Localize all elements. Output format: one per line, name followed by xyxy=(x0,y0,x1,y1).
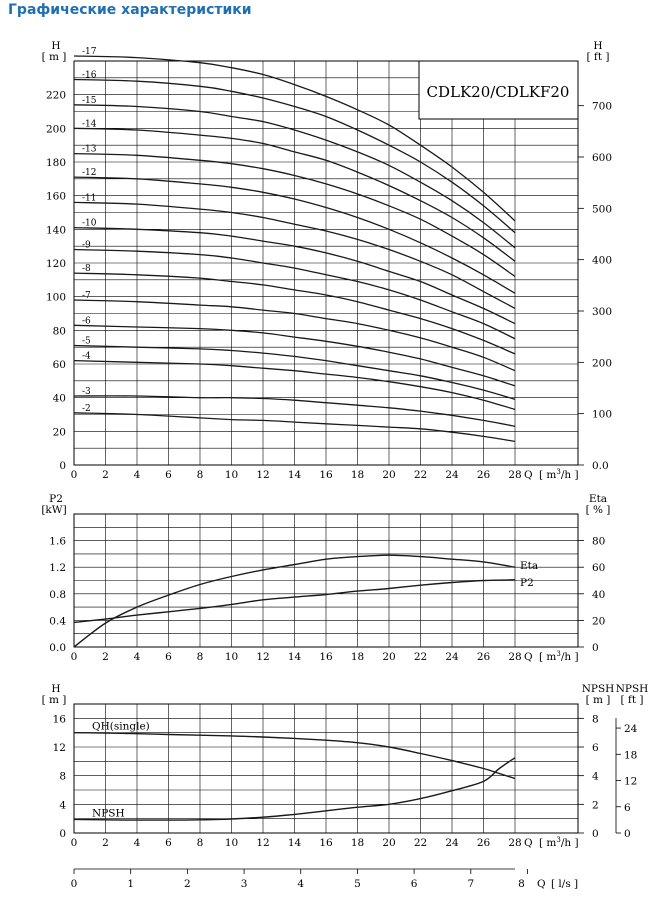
x-axis2-tick-label: 1 xyxy=(127,878,135,890)
right-tick-label: 500 xyxy=(592,203,613,216)
x-tick-label: 4 xyxy=(133,837,141,849)
right-axis-title: H xyxy=(593,40,603,52)
left-tick-label: 8 xyxy=(59,770,66,783)
x-axis2-unit: [ l/s ] xyxy=(551,878,579,890)
x-tick-label: 4 xyxy=(133,469,141,481)
left-tick-label: 4 xyxy=(59,799,66,812)
x-tick-label: 26 xyxy=(476,837,491,849)
qh-curve-label: -9 xyxy=(82,240,91,251)
x-axis2-tick-label: 3 xyxy=(240,878,248,890)
x-tick-label: 12 xyxy=(256,837,270,849)
right-axis-title: Eta xyxy=(588,493,608,505)
right-axis-unit: [ m ] xyxy=(585,694,611,706)
left-tick-label: 60 xyxy=(52,359,66,371)
x-tick-label: 16 xyxy=(319,837,333,849)
qh-curve-label: -16 xyxy=(82,70,97,81)
right-axis2-tick-label: 6 xyxy=(624,801,631,814)
x-tick-label: 28 xyxy=(508,651,522,663)
right-tick-label: 0.0 xyxy=(592,460,609,472)
left-axis-title: P2 xyxy=(49,493,63,505)
x-tick-label: 6 xyxy=(165,837,172,849)
right-axis-unit: [ % ] xyxy=(585,504,611,516)
right-axis-unit: [ ft ] xyxy=(586,51,610,63)
left-axis-title: H xyxy=(51,40,61,52)
left-tick-label: 40 xyxy=(52,392,66,405)
x-tick-label: 2 xyxy=(102,837,109,849)
x-tick-label: 10 xyxy=(224,651,239,663)
x-tick-label: 16 xyxy=(319,651,333,663)
x-tick-label: 20 xyxy=(382,469,396,481)
right-tick-label: 20 xyxy=(592,615,606,628)
x-tick-label: 0 xyxy=(70,651,78,663)
right-axis2-unit: [ ft ] xyxy=(620,694,644,706)
right-tick-label: 200 xyxy=(592,357,613,370)
left-tick-label: 220 xyxy=(45,89,66,102)
right-axis2-tick-label: 12 xyxy=(624,775,638,788)
right-tick-label: 700 xyxy=(592,100,613,113)
x-tick-label: 26 xyxy=(476,651,491,663)
right-axis2-tick-label: 18 xyxy=(624,749,638,762)
left-tick-label: 0.8 xyxy=(49,588,66,601)
x-axis2-tick-label: 6 xyxy=(410,878,418,890)
x-tick-label: 4 xyxy=(133,651,141,663)
right-axis2-tick-label: 24 xyxy=(624,723,638,736)
x-tick-label: 20 xyxy=(382,837,396,849)
left-axis-unit: [ m ] xyxy=(41,51,67,63)
left-tick-label: 160 xyxy=(45,190,66,203)
x-tick-label: 28 xyxy=(508,837,522,849)
x-tick-label: 14 xyxy=(287,469,302,481)
qh-curve-label: -7 xyxy=(82,291,91,302)
qh-curve-label: -2 xyxy=(82,403,91,414)
qh-curve-label: -15 xyxy=(82,95,97,106)
x-tick-label: 8 xyxy=(196,469,204,481)
x-axis2-tick-label: 7 xyxy=(467,878,475,890)
x-axis-unit: [ $m^3/h$ ] xyxy=(539,468,579,481)
x-tick-label: 22 xyxy=(413,469,428,481)
x-tick-label: 2 xyxy=(102,651,109,663)
left-axis-title: H xyxy=(51,683,61,695)
left-axis-unit: [ m ] xyxy=(41,694,67,706)
x-axis2-tick-label: 5 xyxy=(354,878,361,890)
x-tick-label: 24 xyxy=(445,651,459,663)
qh-curve-label: -17 xyxy=(82,46,97,57)
x-tick-label: 20 xyxy=(382,651,396,663)
left-tick-label: 1.6 xyxy=(49,535,66,548)
x-tick-label: 26 xyxy=(476,469,491,481)
x-axis-label: Q xyxy=(524,837,533,849)
x-tick-label: 18 xyxy=(350,469,365,481)
x-axis2-tick-label: 0 xyxy=(70,878,78,890)
right-tick-label: 2 xyxy=(592,799,599,812)
x-tick-label: 22 xyxy=(413,837,428,849)
qh-curve-label: -4 xyxy=(82,351,91,362)
x-tick-label: 14 xyxy=(287,837,302,849)
right-tick-label: 6 xyxy=(592,742,599,754)
left-tick-label: 12 xyxy=(52,742,66,754)
x-axis-unit: [ $m^3/h$ ] xyxy=(539,836,579,849)
x-tick-label: 6 xyxy=(165,469,172,481)
x-axis-unit: [ $m^3/h$ ] xyxy=(539,650,579,663)
x-axis-label: Q xyxy=(524,469,533,481)
x-tick-label: 2 xyxy=(102,469,109,481)
x-tick-label: 10 xyxy=(224,469,239,481)
left-tick-label: 16 xyxy=(52,713,66,726)
model-label: CDLK20/CDLKF20 xyxy=(426,83,570,101)
x-tick-label: 14 xyxy=(287,651,302,663)
left-tick-label: 20 xyxy=(52,426,66,439)
x-tick-label: 22 xyxy=(413,651,428,663)
qh-curve-label: -14 xyxy=(82,119,97,130)
right-axis2-title: NPSH xyxy=(615,683,649,695)
x-tick-label: 28 xyxy=(508,469,522,481)
left-axis-unit: [kW] xyxy=(41,504,67,516)
x-axis2-tick-label: 8 xyxy=(518,878,525,890)
x-axis2-tick-label: 2 xyxy=(184,878,191,890)
qh-curve-label: -3 xyxy=(82,386,91,397)
x-tick-label: 24 xyxy=(445,837,459,849)
left-tick-label: 200 xyxy=(45,123,66,136)
left-tick-label: 0 xyxy=(59,460,66,472)
right-tick-label: 60 xyxy=(592,562,606,575)
x-tick-label: 6 xyxy=(165,651,172,663)
qh-curve-label: -6 xyxy=(82,316,91,327)
left-tick-label: 120 xyxy=(45,258,66,270)
eta-curve-label: Eta xyxy=(520,560,539,573)
right-axis2-tick-label: 0 xyxy=(624,828,631,840)
x-tick-label: 16 xyxy=(319,469,333,481)
right-tick-label: 40 xyxy=(592,588,606,601)
qh-curve-label: -5 xyxy=(82,336,91,347)
x-tick-label: 0 xyxy=(70,837,78,849)
npsh-curve-label: NPSH xyxy=(92,807,125,820)
right-tick-label: 0 xyxy=(592,642,599,654)
qh-curve-label: -12 xyxy=(82,168,97,179)
x-tick-label: 12 xyxy=(256,469,270,481)
x-tick-label: 18 xyxy=(350,651,365,663)
right-tick-label: 8 xyxy=(592,713,599,726)
x-axis2-label: Q xyxy=(537,878,546,890)
x-tick-label: 0 xyxy=(70,469,78,481)
x-tick-label: 8 xyxy=(196,651,204,663)
left-tick-label: 140 xyxy=(45,224,66,237)
qh-curve-label: -13 xyxy=(82,144,97,155)
right-tick-label: 600 xyxy=(592,151,613,164)
qh-single-curve-label: QH(single) xyxy=(92,720,150,733)
qh-curve-label: -11 xyxy=(82,193,97,204)
left-tick-label: 80 xyxy=(52,325,66,338)
right-tick-label: 300 xyxy=(592,305,613,318)
qh-curve-label: -10 xyxy=(82,218,97,229)
right-tick-label: 400 xyxy=(592,254,613,267)
left-tick-label: 180 xyxy=(45,157,66,169)
x-tick-label: 24 xyxy=(445,469,459,481)
left-tick-label: 1.2 xyxy=(49,562,66,575)
p2-curve-label: P2 xyxy=(520,576,534,589)
right-tick-label: 0 xyxy=(592,828,599,840)
right-tick-label: 4 xyxy=(592,770,599,783)
left-tick-label: 0.4 xyxy=(49,615,66,628)
x-tick-label: 18 xyxy=(350,837,365,849)
right-tick-label: 80 xyxy=(592,535,606,548)
x-tick-label: 8 xyxy=(196,837,204,849)
left-tick-label: 0 xyxy=(59,828,66,840)
right-tick-label: 100 xyxy=(592,408,613,421)
right-axis-title: NPSH xyxy=(581,683,615,695)
qh-curve-label: -8 xyxy=(82,264,91,275)
x-axis-label: Q xyxy=(524,651,533,663)
x-axis2-tick-label: 4 xyxy=(297,878,305,890)
page-title: Графические характеристики xyxy=(8,2,252,18)
x-tick-label: 12 xyxy=(256,651,270,663)
left-tick-label: 0.0 xyxy=(49,642,66,654)
x-tick-label: 10 xyxy=(224,837,239,849)
left-tick-label: 100 xyxy=(45,291,66,304)
